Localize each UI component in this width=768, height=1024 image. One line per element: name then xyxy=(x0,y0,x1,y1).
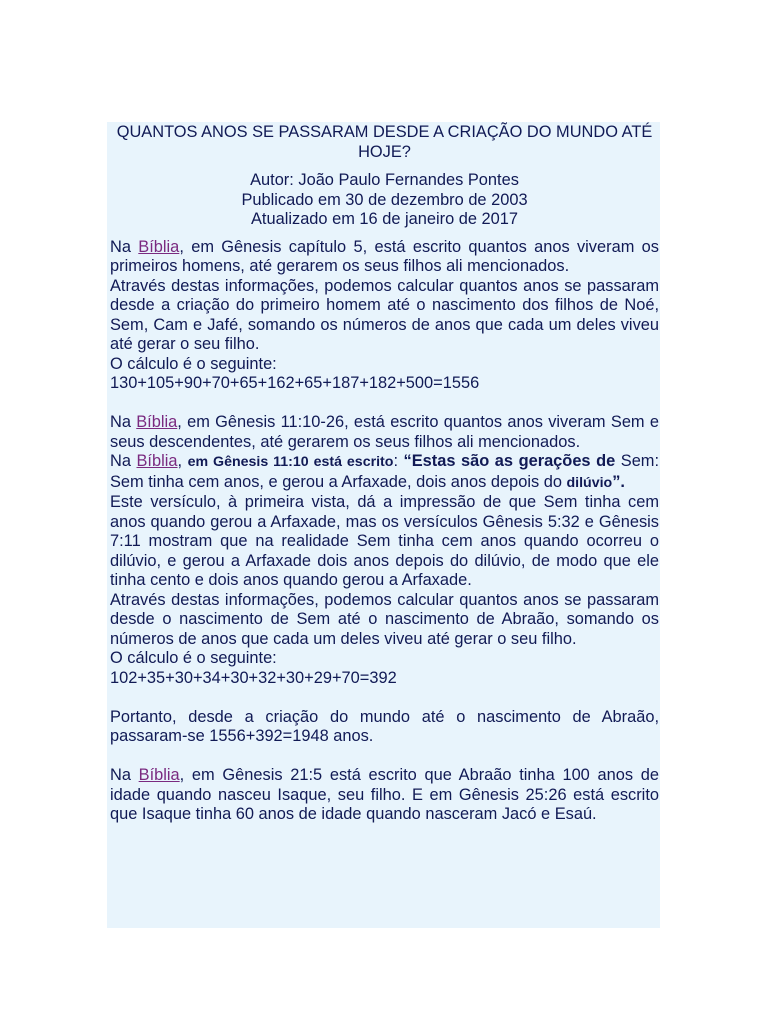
paragraph-genesis-11: Na Bíblia, em Gênesis 11:10-26, está escrito quantos anos viveram Sem e seus descendentes, até gerarem os seus filhos ali mencionados. xyxy=(110,413,659,451)
paragraph-calc-label-2: O cálculo é o seguinte: xyxy=(110,649,277,667)
paragraph-verse-explanation: Este versículo, à primeira vista, dá a impressão de que Sem tinha cem anos quando gerou a Arfaxade, mas os versículos Gênesis 5:32 e Gênesis 7:11 mostram que na realidade Sem tinha cem anos quando ocorreu o dilúvio, e gerou a Arfaxade dois anos depois do dilúvio, de modo que ele tinha cento e dois anos quando gerou a Arfaxade. xyxy=(110,493,659,589)
paragraph-gap xyxy=(110,747,659,767)
paragraph-genesis-5: Na Bíblia, em Gênesis capítulo 5, está escrito quantos anos viveram os primeiros homens, até gerarem os seus filhos ali mencionados. xyxy=(110,237,659,275)
updated-line: Atualizado em 16 de janeiro de 2017 xyxy=(251,210,518,228)
bible-link[interactable]: Bíblia xyxy=(138,237,180,256)
paragraph-calc-label: O cálculo é o seguinte: xyxy=(110,354,277,373)
paragraph-gap xyxy=(110,688,659,708)
bible-link[interactable]: Bíblia xyxy=(136,413,178,431)
page-title: QUANTOS ANOS SE PASSARAM DESDE A CRIAÇÃO DO MUNDO ATÉ HOJE? xyxy=(116,123,653,161)
author-line: Autor: João Paulo Fernandes Pontes xyxy=(250,171,519,189)
document-body xyxy=(110,123,659,825)
calculation-2: 102+35+30+34+30+32+30+29+70=392 xyxy=(110,668,397,687)
paragraph-verse-quote: Na Bíblia, em Gênesis 11:10 está escrito: “Estas são as gerações de Sem: Sem tinha cem anos, e gerou a Arfaxade, dois anos depois do dilúvio”. xyxy=(110,452,660,491)
verse-reference: em Gênesis 11:10 está escrito xyxy=(187,454,394,470)
paragraph-gap xyxy=(110,394,659,414)
paragraph-genesis-21: Na Bíblia, em Gênesis 21:5 está escrito que Abraão tinha 100 anos de idade quando nasceu Isaque, seu filho. E em Gênesis 25:26 está escrito que Isaque tinha 60 anos de idade quando nasceram Jacó e Esaú. xyxy=(110,766,659,823)
paragraph-total: Portanto, desde a criação do mundo até o nascimento de Abraão, passaram-se 1556+392=1948 anos. xyxy=(110,707,659,745)
published-line: Publicado em 30 de dezembro de 2003 xyxy=(241,190,528,209)
paragraph-calc-intro: Através destas informações, podemos calcular quantos anos se passaram desde a criação do primeiro homem até o nascimento dos filhos de Noé, Sem, Cam e Jafé, somando os números de anos que cada um deles viveu até gerar o seu filho. xyxy=(110,276,659,353)
paragraph-calc-intro-2: Através destas informações, podemos calcular quantos anos se passaram desde o nascimento de Sem até o nascimento de Abraão, somando os números de anos que cada um deles viveu até gerar o seu filho. xyxy=(110,590,659,648)
verse-quote-dluvio: dilúvio xyxy=(566,474,613,491)
verse-quote-start: “Estas são as gerações de xyxy=(403,452,616,470)
document-meta xyxy=(110,171,659,230)
bible-link[interactable]: Bíblia xyxy=(136,452,178,470)
calculation-1: 130+105+90+70+65+162+65+187+182+500=1556 xyxy=(110,374,480,392)
bible-link[interactable]: Bíblia xyxy=(138,766,180,784)
